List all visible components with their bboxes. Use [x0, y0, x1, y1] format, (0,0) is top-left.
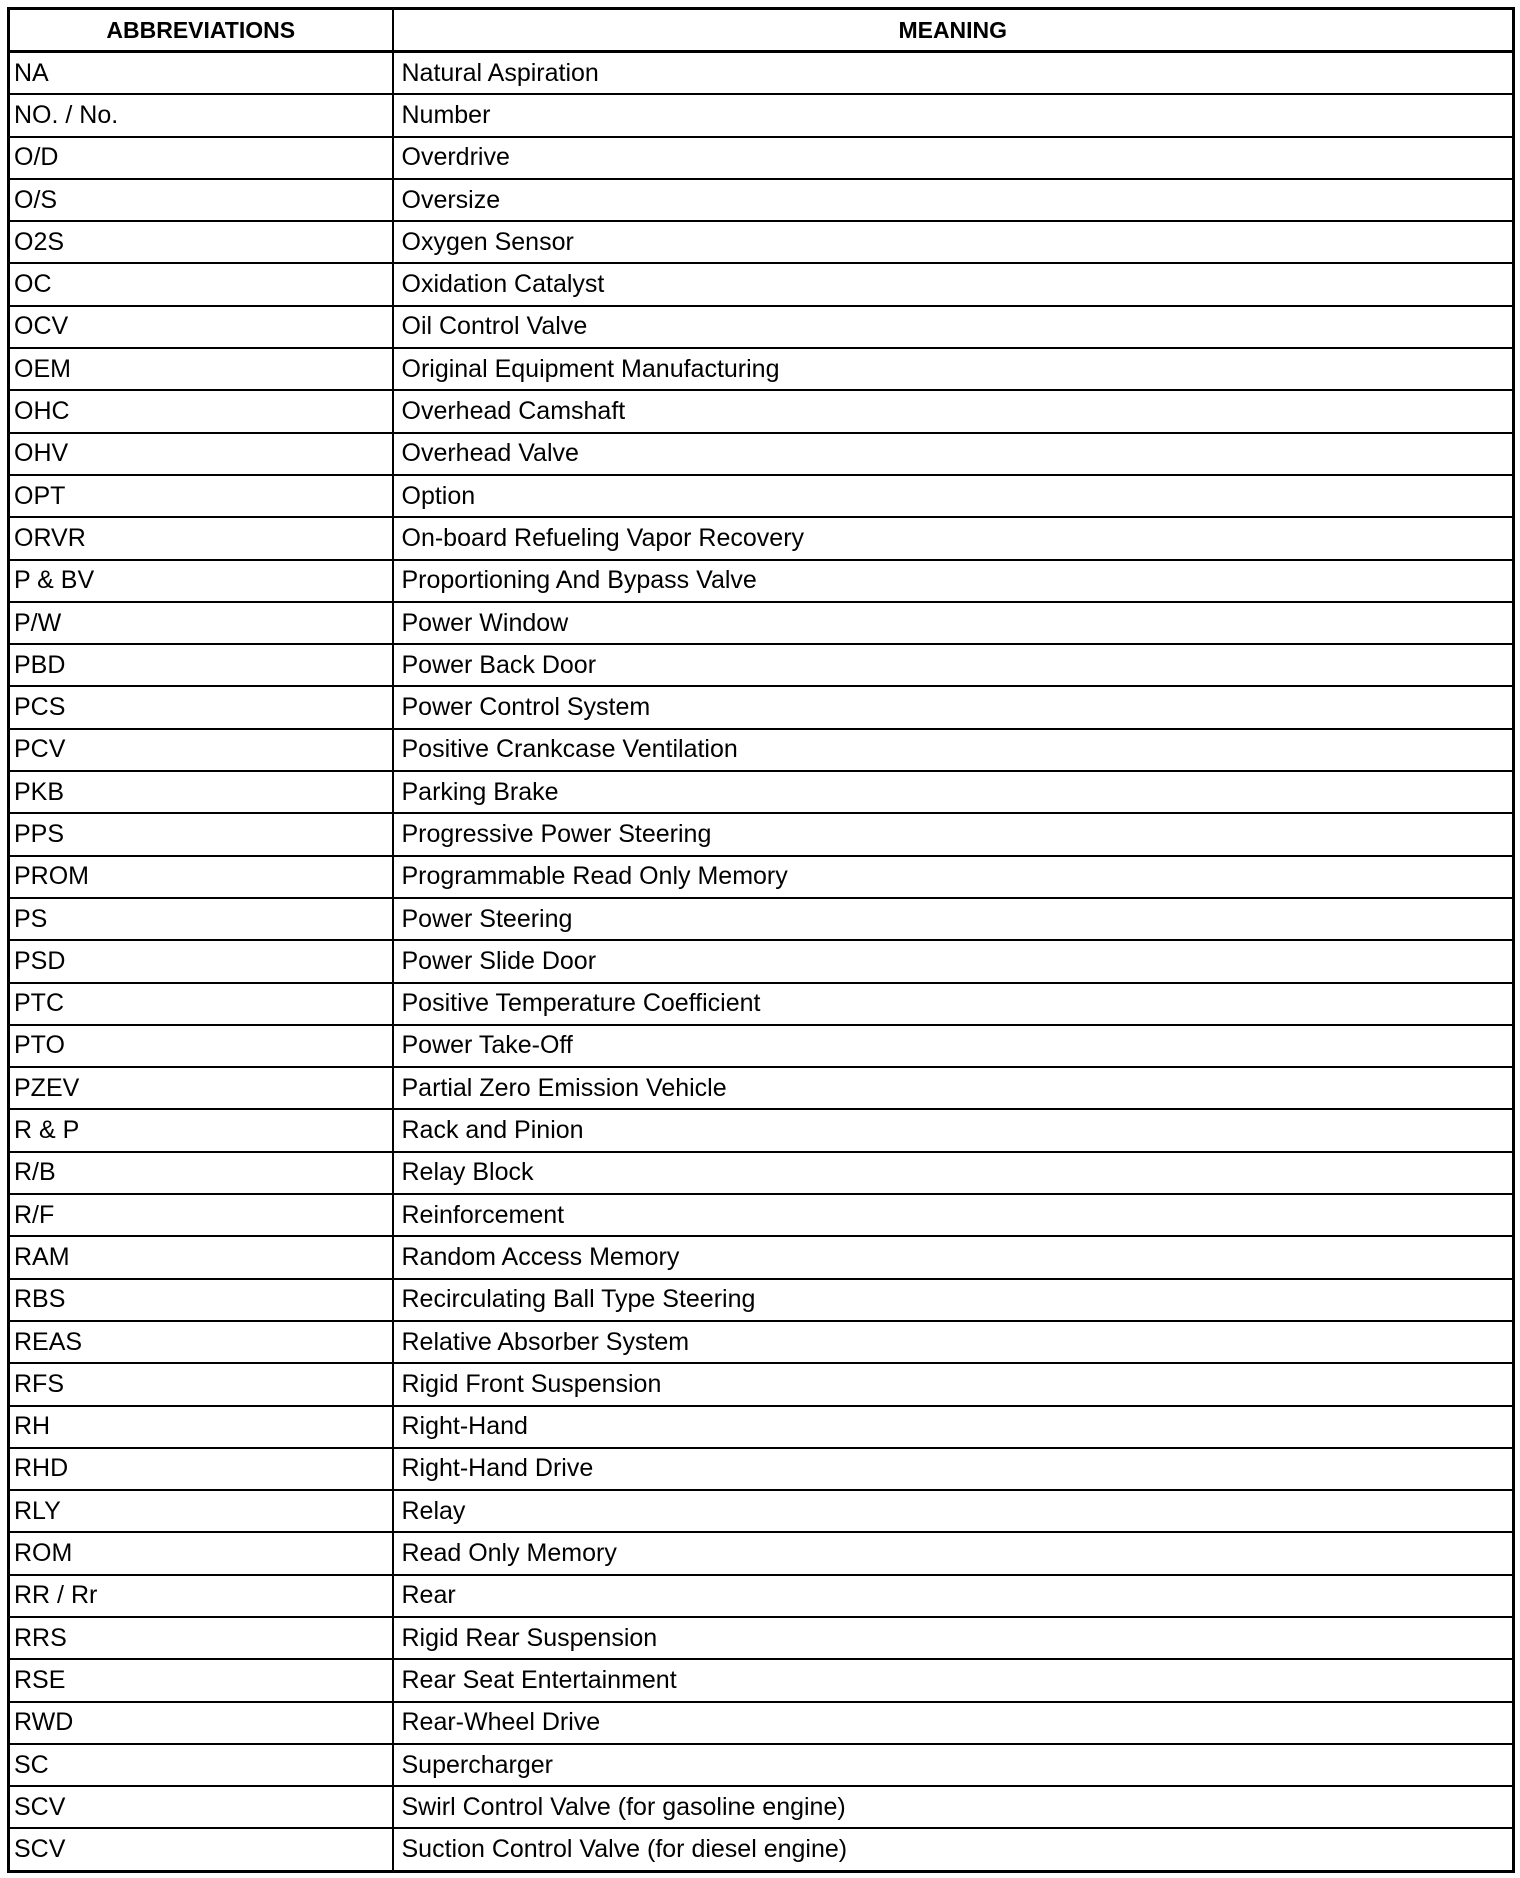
meaning-cell: Rear Seat Entertainment: [393, 1659, 1514, 1701]
abbreviation-cell: P & BV: [9, 560, 393, 602]
abbreviation-cell: RAM: [9, 1236, 393, 1278]
meaning-cell: Reinforcement: [393, 1194, 1514, 1236]
meaning-cell: Overhead Valve: [393, 433, 1514, 475]
table-row: [9, 1702, 1514, 1744]
abbreviation-cell: RWD: [9, 1702, 393, 1744]
table-row: [9, 517, 1514, 559]
abbreviation-cell: ROM: [9, 1532, 393, 1574]
meaning-cell: Progressive Power Steering: [393, 813, 1514, 855]
table-row: [9, 348, 1514, 390]
table-row: [9, 306, 1514, 348]
abbreviation-cell: R/B: [9, 1152, 393, 1194]
meaning-cell: Recirculating Ball Type Steering: [393, 1279, 1514, 1321]
meaning-cell: Relay Block: [393, 1152, 1514, 1194]
table-row: [9, 1363, 1514, 1405]
meaning-cell: Power Steering: [393, 898, 1514, 940]
meaning-cell: Rack and Pinion: [393, 1109, 1514, 1151]
table-row: [9, 475, 1514, 517]
meaning-cell: Positive Temperature Coefficient: [393, 983, 1514, 1025]
table-row: [9, 560, 1514, 602]
meaning-cell: Oversize: [393, 179, 1514, 221]
abbreviation-cell: PCS: [9, 686, 393, 728]
meaning-cell: Power Slide Door: [393, 940, 1514, 982]
table-row: [9, 137, 1514, 179]
header-meaning: MEANING: [393, 9, 1514, 52]
table-row: [9, 856, 1514, 898]
abbreviation-cell: R/F: [9, 1194, 393, 1236]
meaning-cell: Rear-Wheel Drive: [393, 1702, 1514, 1744]
abbreviations-table: [7, 7, 1515, 1873]
meaning-cell: Number: [393, 94, 1514, 136]
abbreviation-cell: SC: [9, 1744, 393, 1786]
meaning-cell: Proportioning And Bypass Valve: [393, 560, 1514, 602]
meaning-cell: Programmable Read Only Memory: [393, 856, 1514, 898]
abbreviation-cell: REAS: [9, 1321, 393, 1363]
table-row: [9, 602, 1514, 644]
table-row: [9, 686, 1514, 728]
table-row: [9, 1744, 1514, 1786]
meaning-cell: Relative Absorber System: [393, 1321, 1514, 1363]
abbreviation-cell: RLY: [9, 1490, 393, 1532]
abbreviation-cell: O2S: [9, 221, 393, 263]
table-row: [9, 1236, 1514, 1278]
table-row: [9, 983, 1514, 1025]
meaning-cell: Rigid Rear Suspension: [393, 1617, 1514, 1659]
table-row: [9, 52, 1514, 95]
abbreviation-cell: ORVR: [9, 517, 393, 559]
meaning-cell: Right-Hand Drive: [393, 1448, 1514, 1490]
abbreviation-cell: PTC: [9, 983, 393, 1025]
meaning-cell: Power Take-Off: [393, 1025, 1514, 1067]
table-row: [9, 1025, 1514, 1067]
table-row: [9, 1406, 1514, 1448]
table-row: [9, 1448, 1514, 1490]
abbreviation-cell: PSD: [9, 940, 393, 982]
abbreviation-cell: P/W: [9, 602, 393, 644]
table-row: [9, 1828, 1514, 1871]
meaning-cell: On-board Refueling Vapor Recovery: [393, 517, 1514, 559]
abbreviation-cell: OC: [9, 263, 393, 305]
abbreviation-cell: OHV: [9, 433, 393, 475]
table-row: [9, 1532, 1514, 1574]
abbreviation-cell: PZEV: [9, 1067, 393, 1109]
abbreviation-cell: RRS: [9, 1617, 393, 1659]
table-row: [9, 1109, 1514, 1151]
table-row: [9, 644, 1514, 686]
meaning-cell: Natural Aspiration: [393, 52, 1514, 95]
meaning-cell: Swirl Control Valve (for gasoline engine): [393, 1786, 1514, 1828]
table-row: [9, 1067, 1514, 1109]
header-abbreviations: ABBREVIATIONS: [9, 9, 393, 52]
abbreviation-cell: OHC: [9, 390, 393, 432]
abbreviation-cell: O/D: [9, 137, 393, 179]
meaning-cell: Overhead Camshaft: [393, 390, 1514, 432]
abbreviation-cell: R & P: [9, 1109, 393, 1151]
table-row: [9, 263, 1514, 305]
meaning-cell: Relay: [393, 1490, 1514, 1532]
abbreviation-cell: NO. / No.: [9, 94, 393, 136]
abbreviation-cell: OPT: [9, 475, 393, 517]
table-row: [9, 390, 1514, 432]
meaning-cell: Power Control System: [393, 686, 1514, 728]
meaning-cell: Right-Hand: [393, 1406, 1514, 1448]
table-row: [9, 179, 1514, 221]
meaning-cell: Random Access Memory: [393, 1236, 1514, 1278]
table-row: [9, 1490, 1514, 1532]
abbreviation-cell: PROM: [9, 856, 393, 898]
meaning-cell: Power Back Door: [393, 644, 1514, 686]
abbreviation-cell: OCV: [9, 306, 393, 348]
abbreviation-cell: RH: [9, 1406, 393, 1448]
meaning-cell: Oxygen Sensor: [393, 221, 1514, 263]
meaning-cell: Original Equipment Manufacturing: [393, 348, 1514, 390]
table-row: [9, 1194, 1514, 1236]
abbreviation-cell: O/S: [9, 179, 393, 221]
meaning-cell: Suction Control Valve (for diesel engine): [393, 1828, 1514, 1871]
table-row: [9, 1659, 1514, 1701]
table-row: [9, 433, 1514, 475]
abbreviation-cell: OEM: [9, 348, 393, 390]
meaning-cell: Positive Crankcase Ventilation: [393, 729, 1514, 771]
table-row: [9, 1786, 1514, 1828]
table-row: [9, 1575, 1514, 1617]
table-header-row: [9, 9, 1514, 52]
abbreviation-cell: PCV: [9, 729, 393, 771]
meaning-cell: Rigid Front Suspension: [393, 1363, 1514, 1405]
meaning-cell: Option: [393, 475, 1514, 517]
meaning-cell: Read Only Memory: [393, 1532, 1514, 1574]
abbreviation-cell: PPS: [9, 813, 393, 855]
meaning-cell: Partial Zero Emission Vehicle: [393, 1067, 1514, 1109]
abbreviation-cell: RBS: [9, 1279, 393, 1321]
abbreviation-cell: RSE: [9, 1659, 393, 1701]
table-row: [9, 729, 1514, 771]
meaning-cell: Overdrive: [393, 137, 1514, 179]
meaning-cell: Parking Brake: [393, 771, 1514, 813]
meaning-cell: Oxidation Catalyst: [393, 263, 1514, 305]
table-row: [9, 94, 1514, 136]
table-row: [9, 1152, 1514, 1194]
abbreviation-cell: SCV: [9, 1786, 393, 1828]
abbreviation-cell: RFS: [9, 1363, 393, 1405]
table-body: [9, 52, 1514, 1872]
abbreviation-cell: PTO: [9, 1025, 393, 1067]
meaning-cell: Oil Control Valve: [393, 306, 1514, 348]
abbreviation-cell: PS: [9, 898, 393, 940]
table-row: [9, 1321, 1514, 1363]
table-row: [9, 1617, 1514, 1659]
meaning-cell: Power Window: [393, 602, 1514, 644]
table-row: [9, 813, 1514, 855]
table-row: [9, 940, 1514, 982]
abbreviation-cell: PBD: [9, 644, 393, 686]
abbreviation-cell: RHD: [9, 1448, 393, 1490]
table-row: [9, 1279, 1514, 1321]
meaning-cell: Supercharger: [393, 1744, 1514, 1786]
abbreviation-cell: NA: [9, 52, 393, 95]
meaning-cell: Rear: [393, 1575, 1514, 1617]
abbreviation-cell: RR / Rr: [9, 1575, 393, 1617]
abbreviation-cell: SCV: [9, 1828, 393, 1871]
table-row: [9, 898, 1514, 940]
abbreviation-cell: PKB: [9, 771, 393, 813]
table-row: [9, 221, 1514, 263]
table-row: [9, 771, 1514, 813]
